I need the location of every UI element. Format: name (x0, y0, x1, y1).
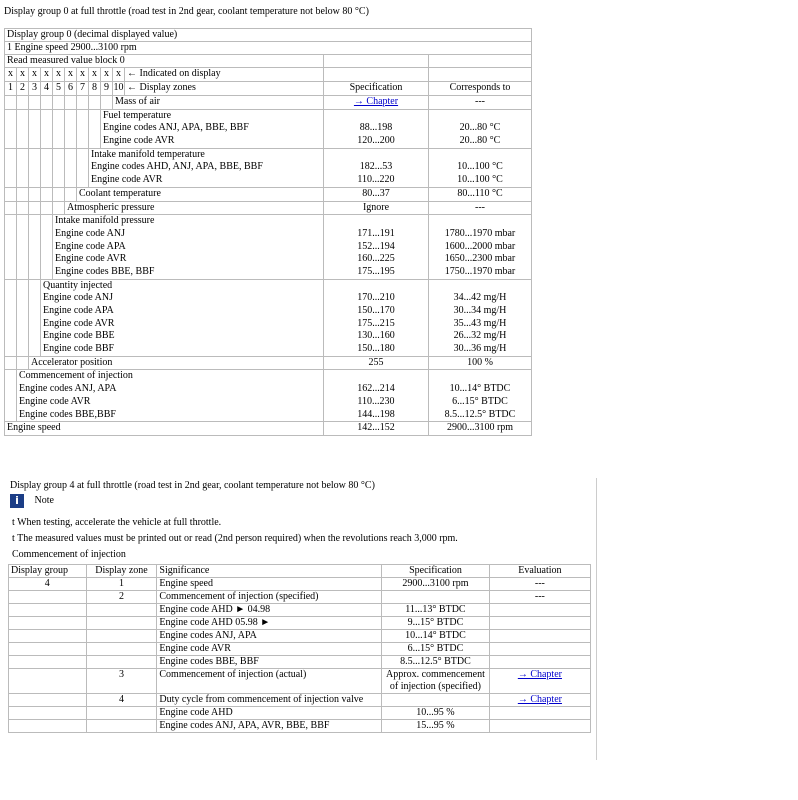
row-spec (324, 96, 429, 110)
zone-number: 3 (29, 82, 41, 96)
cell-group (9, 643, 87, 656)
table-subtitle: Display group 0 (decimal displayed value) (5, 29, 532, 42)
label-line: Atmospheric pressure (67, 201, 155, 213)
corr-line (431, 370, 529, 383)
table-row (5, 370, 532, 422)
header-specification: Specification (382, 565, 490, 578)
spec-line (326, 149, 426, 162)
bullet-1: t When testing, accelerate the vehicle at full throttle. (12, 517, 222, 528)
display-group-0-table (4, 28, 532, 436)
row-label (101, 109, 324, 148)
row-label (113, 96, 324, 110)
corr-line (431, 280, 529, 293)
cell-spec: 10...14° BTDC (382, 630, 490, 643)
spec-line: 144...198 (357, 408, 395, 420)
cell-zone (86, 720, 157, 733)
row-spec (324, 148, 429, 187)
cell-spec: 9...15° BTDC (382, 617, 490, 630)
cell-spec: 10...95 % (382, 707, 490, 720)
cell-group (9, 617, 87, 630)
table-row (9, 669, 591, 694)
chapter-link[interactable]: → Chapter (353, 96, 399, 107)
cell-group (9, 630, 87, 643)
cell-group (9, 707, 87, 720)
chapter-link[interactable]: → Chapter (517, 669, 562, 680)
row-corresponds (429, 96, 532, 110)
spec-line: 80...37 (362, 187, 390, 199)
corr-line: 80...110 °C (457, 187, 503, 199)
label-line: Engine code AVR (103, 135, 175, 147)
indicated-label: ← Indicated on display (125, 68, 324, 82)
zone-number: 8 (89, 82, 101, 96)
corr-line: 10...100 °C (457, 174, 503, 186)
block-label: Read measured value block 0 (5, 55, 324, 68)
label-line: Engine code AVR (91, 174, 163, 186)
zone-number: 9 (101, 82, 113, 96)
cell-evaluation (489, 617, 590, 630)
cell-group (9, 656, 87, 669)
row-corresponds (429, 187, 532, 201)
cell-group (9, 669, 87, 694)
row-spec (324, 370, 429, 422)
row-corresponds (429, 422, 532, 436)
cell-spec (382, 591, 490, 604)
cell-group (9, 604, 87, 617)
note-block (10, 494, 54, 508)
row-corresponds (429, 148, 532, 187)
corr-line (431, 110, 529, 123)
spec-line: 255 (368, 356, 384, 368)
table-row (9, 617, 591, 630)
x-mark: x (53, 68, 65, 82)
table-row (9, 578, 591, 591)
spec-line: 170...210 (357, 292, 395, 304)
table-row (5, 422, 532, 436)
table-row (5, 109, 532, 148)
cell-significance: Engine speed (157, 578, 382, 591)
corr-line: 20...80 °C (459, 122, 501, 134)
cell-zone (86, 707, 157, 720)
col-specification: Specification (324, 82, 429, 96)
cell-zone: 1 (86, 578, 157, 591)
corr-line: 35...43 mg/H (453, 317, 507, 329)
corr-line: 30...34 mg/H (453, 305, 507, 316)
label-line: Mass of air (115, 96, 160, 107)
zone-number: 2 (17, 82, 29, 96)
corr-line: 100 % (467, 356, 493, 368)
spec-line: 110...220 (357, 174, 395, 186)
row-spec (324, 279, 429, 356)
row-label (53, 215, 324, 279)
cell-spec: 11...13° BTDC (382, 604, 490, 617)
row-corresponds (429, 356, 532, 370)
x-mark: x (77, 68, 89, 82)
cell-significance: Engine code AHD (157, 707, 382, 720)
cell-group (9, 694, 87, 707)
zone-number: 7 (77, 82, 89, 96)
spec-line: 150...180 (357, 343, 395, 355)
header-significance: Significance (157, 565, 382, 578)
display-group-4-table (8, 564, 591, 733)
x-mark: x (89, 68, 101, 82)
cell-zone (86, 604, 157, 617)
spec-line: 152...194 (357, 240, 395, 252)
label-line: Engine codes AHD, ANJ, APA, BBE, BBF (91, 161, 263, 173)
label-line: Engine code AVR (43, 317, 115, 329)
corr-line (431, 149, 529, 162)
table-row (5, 201, 532, 215)
spec-line: 130...160 (357, 330, 395, 342)
cell-zone (86, 643, 157, 656)
corr-line (431, 215, 529, 228)
spec-line: 171...191 (357, 227, 395, 239)
row-label (77, 187, 324, 201)
cell-spec: Approx. commencement of injection (specified) (382, 669, 490, 694)
label-line: Accelerator position (31, 356, 113, 368)
cell-zone (86, 617, 157, 630)
header-display-group: Display group (9, 565, 87, 578)
section4-heading: Commencement of injection (12, 549, 126, 560)
engine-speed-line: 1 Engine speed 2900...3100 rpm (5, 42, 532, 55)
corr-line: 10...14° BTDC (449, 383, 511, 395)
cell-evaluation (489, 656, 590, 669)
table-row (5, 279, 532, 356)
label-line: Commencement of injection (19, 370, 133, 382)
row-spec (324, 109, 429, 148)
cell-significance: Engine codes ANJ, APA (157, 630, 382, 643)
cell-significance: Duty cycle from commencement of injection valve (157, 694, 382, 707)
x-mark: x (113, 68, 125, 82)
display-zones-label: ← Display zones (125, 82, 324, 96)
row-spec (324, 187, 429, 201)
cell-spec (382, 694, 490, 707)
table-row (9, 720, 591, 733)
row-label (5, 422, 324, 436)
x-mark: x (17, 68, 29, 82)
corr-line: 1600...2000 mbar (444, 240, 516, 252)
row-corresponds (429, 370, 532, 422)
zone-number: 6 (65, 82, 77, 96)
cell-spec: 2900...3100 rpm (382, 578, 490, 591)
corr-line: 6...15° BTDC (452, 395, 508, 407)
table-row (9, 591, 591, 604)
cell-evaluation (489, 694, 590, 707)
label-line: Engine codes BBE,BBF (19, 408, 116, 420)
row-spec (324, 422, 429, 436)
cell-significance: Engine code AHD 05.98 ► (157, 617, 382, 630)
label-line: Engine codes ANJ, APA, BBE, BBF (103, 122, 249, 134)
section0-title: Display group 0 at full throttle (road test in 2nd gear, coolant temperature not below 80 °C) (4, 6, 369, 17)
row-spec (324, 201, 429, 215)
x-mark: x (65, 68, 77, 82)
spec-line: 120...200 (357, 135, 395, 147)
spec-line (326, 110, 426, 123)
spec-line (326, 215, 426, 228)
cell-zone: 4 (86, 694, 157, 707)
cell-evaluation (489, 669, 590, 694)
row-label (65, 201, 324, 215)
label-line: Intake manifold pressure (55, 215, 155, 227)
table-row (9, 604, 591, 617)
cell-zone (86, 630, 157, 643)
row-corresponds (429, 201, 532, 215)
x-mark: x (5, 68, 17, 82)
table-row (9, 707, 591, 720)
row-spec (324, 215, 429, 279)
corr-line: 1750...1970 mbar (444, 265, 516, 277)
info-icon: i (10, 494, 24, 508)
spec-line (326, 370, 426, 383)
col-corresponds: Corresponds to (429, 82, 532, 96)
cell-evaluation: --- (489, 578, 590, 591)
corr-line: --- (475, 201, 485, 213)
label-line: Quantity injected (43, 279, 113, 291)
label-line: Engine code BBE (43, 330, 115, 342)
label-line: Engine code BBF (43, 343, 115, 355)
table-row (9, 630, 591, 643)
cell-significance: Commencement of injection (actual) (157, 669, 382, 694)
cell-significance: Engine code AVR (157, 643, 382, 656)
cell-spec: 15...95 % (382, 720, 490, 733)
spec-line: 110...230 (357, 395, 395, 407)
x-mark: x (41, 68, 53, 82)
cell-spec: 6...15° BTDC (382, 643, 490, 656)
cell-evaluation (489, 630, 590, 643)
cell-significance: Engine codes ANJ, APA, AVR, BBE, BBF (157, 720, 382, 733)
table-row (5, 356, 532, 370)
x-mark: x (29, 68, 41, 82)
cell-evaluation: --- (489, 591, 590, 604)
zone-number: 5 (53, 82, 65, 96)
corr-line: 1780...1970 mbar (444, 227, 516, 239)
table-row (5, 96, 532, 110)
table-row (5, 187, 532, 201)
chapter-link[interactable]: → Chapter (517, 694, 562, 705)
spec-line: 160...225 (357, 253, 395, 265)
table-row (9, 656, 591, 669)
cell-evaluation (489, 720, 590, 733)
section4-title: Display group 4 at full throttle (road test in 2nd gear, coolant temperature not below 80 °C) (10, 480, 375, 491)
cell-significance: Commencement of injection (specified) (157, 591, 382, 604)
label-line: Engine code APA (55, 240, 126, 252)
spec-line: Ignore (362, 201, 390, 213)
row-corresponds (429, 109, 532, 148)
row-corresponds (429, 215, 532, 279)
spec-line: 88...198 (359, 122, 393, 134)
label-line: Intake manifold temperature (91, 148, 205, 160)
table-row (5, 215, 532, 279)
label-line: Coolant temperature (79, 187, 161, 199)
zone-number: 4 (41, 82, 53, 96)
divider (596, 478, 597, 760)
spec-line: 142...152 (357, 422, 395, 434)
cell-significance: Engine codes BBE, BBF (157, 656, 382, 669)
table-row (9, 694, 591, 707)
spec-line: 182...53 (359, 161, 393, 173)
zone-number: 10 (113, 82, 125, 96)
label-line: Engine code ANJ (55, 227, 125, 239)
cell-evaluation (489, 604, 590, 617)
corr-line: 30...36 mg/H (453, 343, 507, 355)
corr-line: 8.5...12.5° BTDC (444, 408, 516, 420)
cell-zone: 2 (86, 591, 157, 604)
label-line: Fuel temperature (103, 109, 172, 121)
table-row (9, 643, 591, 656)
corr-line: 10...100 °C (457, 161, 503, 173)
label-line: Engine code AVR (19, 395, 91, 407)
cell-group (9, 591, 87, 604)
corr-line: 34...42 mg/H (453, 292, 507, 304)
x-mark: x (101, 68, 113, 82)
label-line: Engine codes BBE, BBF (55, 265, 155, 277)
cell-zone: 3 (86, 669, 157, 694)
row-label (89, 148, 324, 187)
label-line: Engine code ANJ (43, 292, 113, 304)
bullet-2: t The measured values must be printed out or read (2nd person required) when the revolutions reach 3,000 rpm. (12, 533, 458, 544)
row-label (29, 356, 324, 370)
spec-line: 150...170 (357, 305, 395, 316)
cell-group: 4 (9, 578, 87, 591)
cell-evaluation (489, 643, 590, 656)
spec-line: 162...214 (357, 383, 395, 395)
spec-line: 175...215 (357, 317, 395, 329)
corr-line: 20...80 °C (459, 135, 501, 147)
corr-line: --- (475, 96, 485, 107)
spec-line (326, 280, 426, 293)
label-line: Engine speed (7, 422, 61, 434)
label-line: Engine codes ANJ, APA (19, 383, 117, 395)
cell-zone (86, 656, 157, 669)
table-row (5, 148, 532, 187)
row-spec (324, 356, 429, 370)
cell-group (9, 720, 87, 733)
corr-line: 26...32 mg/H (453, 330, 507, 342)
label-line: Engine code APA (43, 305, 114, 316)
cell-spec: 8.5...12.5° BTDC (382, 656, 490, 669)
zone-number: 1 (5, 82, 17, 96)
row-corresponds (429, 279, 532, 356)
corr-line: 2900...3100 rpm (446, 422, 514, 434)
header-evaluation: Evaluation (489, 565, 590, 578)
spec-line: 175...195 (357, 265, 395, 277)
cell-significance: Engine code AHD ► 04.98 (157, 604, 382, 617)
label-line: Engine code AVR (55, 253, 127, 265)
header-display-zone: Display zone (86, 565, 157, 578)
note-label: Note (34, 495, 54, 506)
corr-line: 1650...2300 mbar (444, 253, 516, 265)
cell-evaluation (489, 707, 590, 720)
row-label (41, 279, 324, 356)
row-label (17, 370, 324, 422)
